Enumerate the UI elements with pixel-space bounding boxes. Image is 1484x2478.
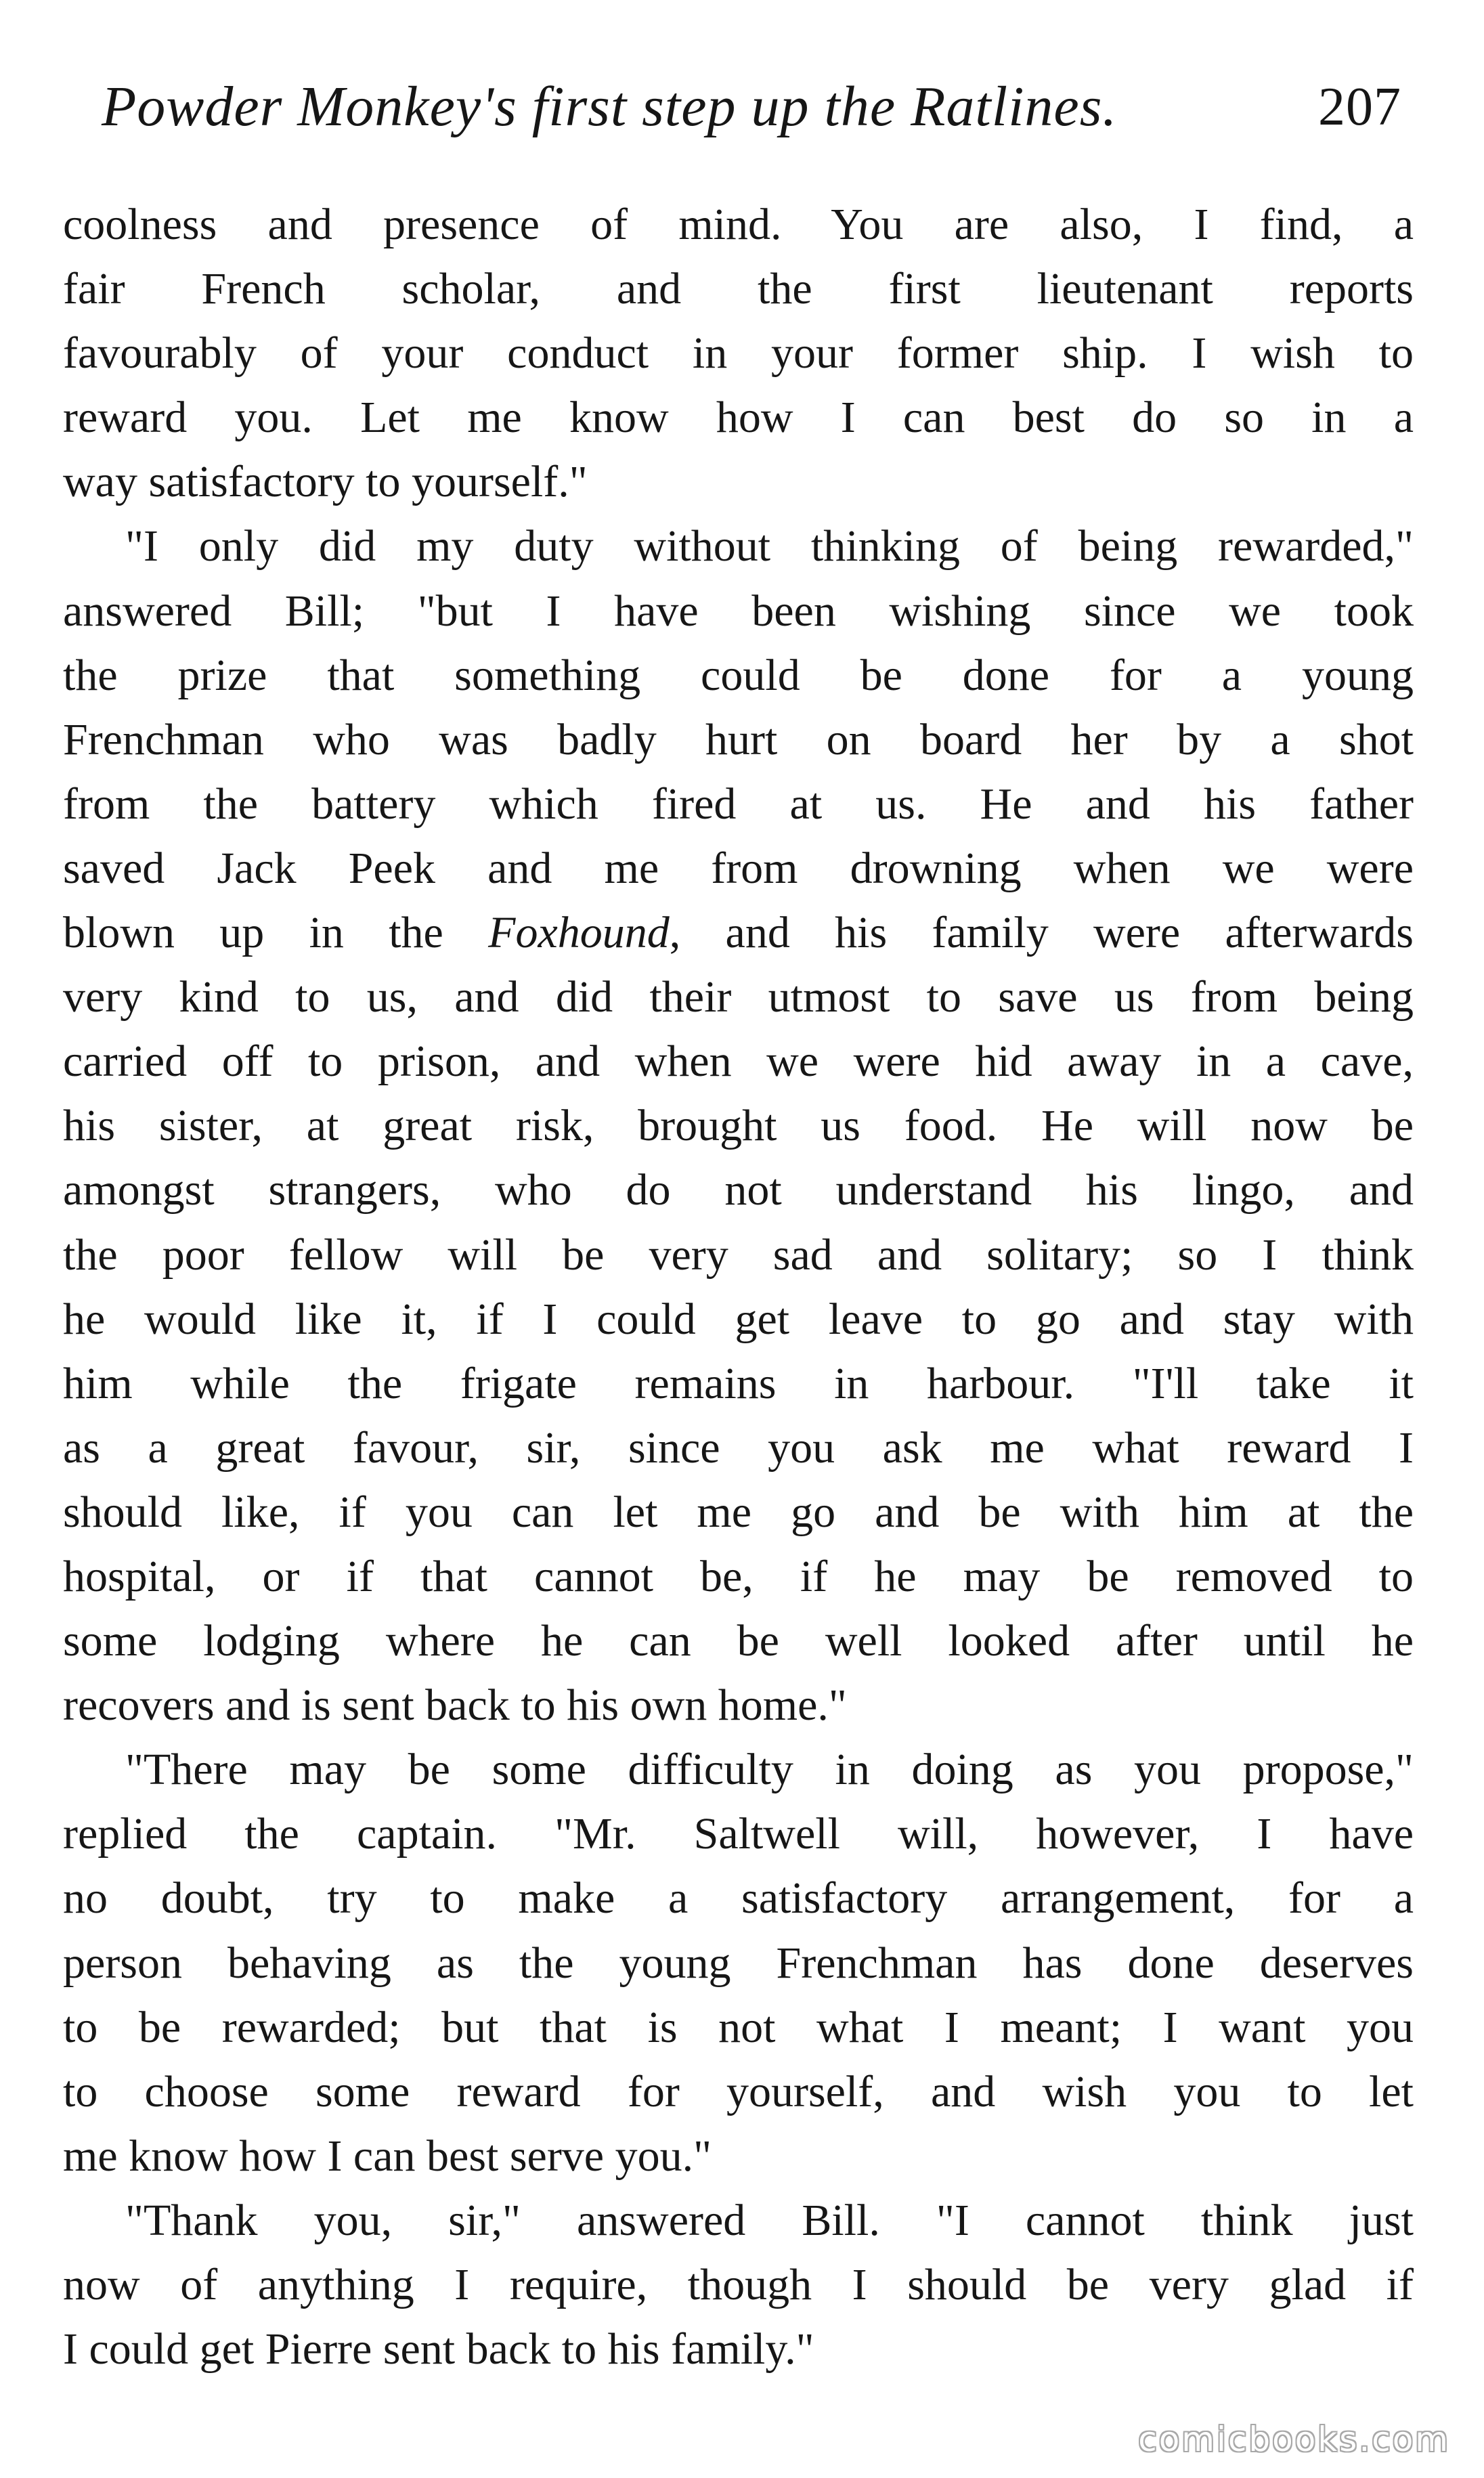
text-line: from the battery which fired at us. He and his father xyxy=(63,779,1414,829)
text-line: "There may be some difficulty in doing as you propose," xyxy=(125,1745,1414,1795)
text-line: to be rewarded; but that is not what I meant; I want you xyxy=(63,2002,1414,2052)
running-title: Powder Monkey's first step up the Ratlines. xyxy=(102,75,1118,138)
text-line: recovers and is sent back to his own home." xyxy=(63,1680,847,1731)
text-line: reward you. Let me know how I can best do so in a xyxy=(63,393,1414,443)
text-line: very kind to us, and did their utmost to save us from being xyxy=(63,972,1414,1022)
ship-name: Foxhound xyxy=(488,908,670,958)
text-line: I could get Pierre sent back to his family." xyxy=(63,2324,814,2374)
page-number: 207 xyxy=(1318,77,1401,137)
text-line: he would like it, if I could get leave to go and stay with xyxy=(63,1294,1414,1344)
text-line: "I only did my duty without thinking of being rewarded," xyxy=(125,521,1414,571)
text-line: Frenchman who was badly hurt on board her by a shot xyxy=(63,714,1414,764)
text-line: the prize that something could be done for a young xyxy=(63,650,1414,700)
text-line: should like, if you can let me go and be with him at the xyxy=(63,1487,1414,1537)
text-line: the poor fellow will be very sad and solitary; so I think xyxy=(63,1230,1414,1280)
text-line: person behaving as the young Frenchman has done deserves xyxy=(63,1938,1414,1988)
text-line: "Thank you, sir," answered Bill. "I cannot think just xyxy=(125,2195,1414,2245)
text-line: some lodging where he can be well looked after until he xyxy=(63,1616,1414,1666)
text-line: him while the frigate remains in harbour. "I'll take it xyxy=(63,1358,1414,1408)
running-head xyxy=(102,60,1401,154)
watermark: comicbooks.com xyxy=(1138,2420,1450,2459)
text-line: carried off to prison, and when we were hid away in a cave, xyxy=(63,1037,1414,1087)
text-line: blown up in the Foxhound, and his family were afterwards xyxy=(63,908,1414,958)
text-line: amongst strangers, who do not understand his lingo, and xyxy=(63,1165,1414,1215)
body-text xyxy=(63,192,1414,2381)
text-line: replied the captain. "Mr. Saltwell will, however, I have xyxy=(63,1809,1414,1859)
text-line: his sister, at great risk, brought us food. He will now be xyxy=(63,1101,1414,1151)
text-line: to choose some reward for yourself, and wish you to let xyxy=(63,2066,1414,2116)
text-line: answered Bill; "but I have been wishing since we took xyxy=(63,586,1414,636)
text-line: as a great favour, sir, since you ask me what reward I xyxy=(63,1422,1414,1473)
text-line: favourably of your conduct in your former ship. I wish to xyxy=(63,328,1414,378)
text-line: coolness and presence of mind. You are also, I find, a xyxy=(63,200,1414,249)
text-line: me know how I can best serve you." xyxy=(63,2131,712,2181)
text-line: way satisfactory to yourself." xyxy=(63,457,588,507)
text-line: hospital, or if that cannot be, if he may be removed to xyxy=(63,1551,1414,1601)
text-line: no doubt, try to make a satisfactory arrangement, for a xyxy=(63,1873,1414,1923)
text-line: saved Jack Peek and me from drowning when we were xyxy=(63,843,1414,893)
text-line: fair French scholar, and the first lieutenant reports xyxy=(63,264,1414,314)
text-line: now of anything I require, though I should be very glad if xyxy=(63,2260,1414,2309)
